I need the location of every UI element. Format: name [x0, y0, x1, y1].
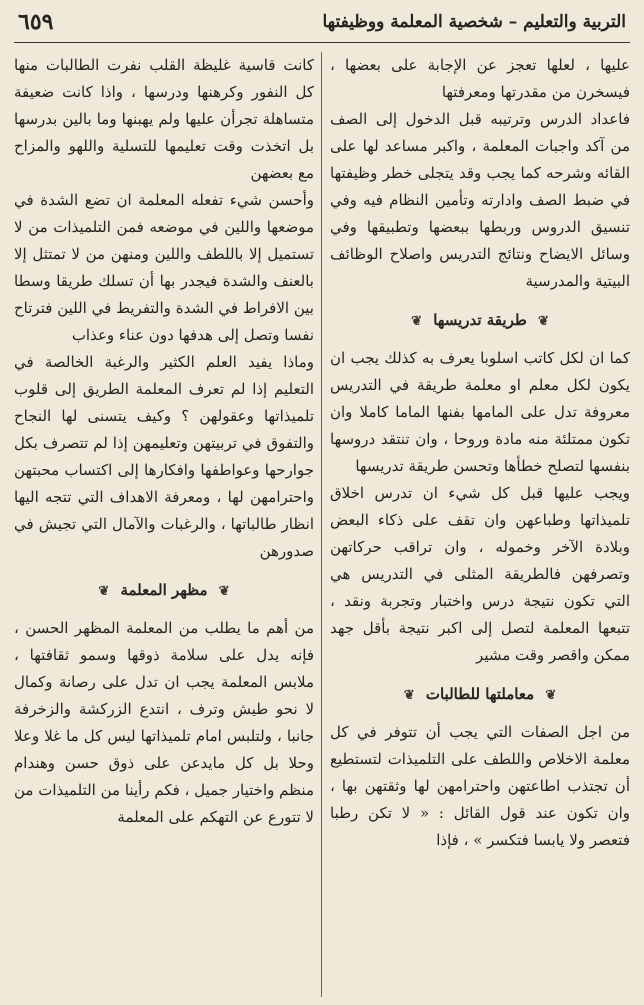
- page-header: [14, 6, 630, 43]
- running-title: التربية والتعليم – شخصية المعلمة ووظيفتها: [322, 12, 626, 32]
- section-heading: [330, 307, 630, 335]
- section-heading-text: معاملتها للطالبات: [425, 685, 535, 703]
- section-heading: [330, 681, 630, 709]
- paragraph: من أهم ما يطلب من المعلمة المظهر الحسن ، فإنه يدل على سلامة ذوقها وسمو ثقافتها ، ملابس المعلمة يجب ان تدل على رصانة وكمال لا نحو طيش وترف ، انتدع الزركشة والزخرفة جانبا ، ولتلبس امام تلميذاتها ليس كل ما غلا وعلا وحلا بل كل مايدعن على ذوق حسن وهندام منظم واختيار جميل ، فكم رأينا من التلميذات من لا تتورع عن التهكم على المعلمة: [14, 619, 314, 826]
- page-number: ٦٥٩: [18, 9, 54, 35]
- ornament-icon: ❦: [218, 584, 230, 599]
- ornament-icon: ❦: [411, 314, 422, 329]
- section-heading: [14, 577, 314, 605]
- paragraph: عليها ، لعلها تعجز عن الإجابة على بعضها ، فيسخرن من مقدرتها ومعرفتها: [330, 56, 630, 101]
- section-heading-text: طريقة تدريسها: [433, 311, 527, 329]
- ornament-icon: ❦: [98, 584, 110, 599]
- ornament-icon: ❦: [538, 314, 549, 329]
- paragraph: وأحسن شيء تفعله المعلمة ان تضع الشدة في موضعها واللين في موضعه فمن التلميذات من لا تستميل إلا باللطف واللين ومنهن من لا تمتثل إلا بالعنف والشدة فيجدر بها أن تسلك طريقا وسطا بين الافراط في الشدة والتفريط في اللين فترتاح نفسا وتصل إلى هدفها دون عناء وعذاب: [14, 191, 314, 344]
- paragraph: كما ان لكل كاتب اسلوبا يعرف به كذلك يجب ان يكون لكل معلم او معلمة طريقة في التدريس معروفة تدل على المامها بفنها الماما كاملا وان تكون ممتلئة منه مادة وروحا ، وان تنتقد دروسها بنفسها لتصلح خطأها وتحسن طريقة تدريسها: [330, 349, 630, 475]
- paragraph: كانت قاسية غليظة القلب نفرت الطالبات منها كل النفور وكرهنها ودرسها ، واذا كانت ضعيفة متساهلة تجرأن عليها ولم يهبنها وما بالين بدرسها بل اتخذت وقت تعليمها للتسلية واللهو والمزاح مع بعضهن: [14, 56, 314, 182]
- paragraph: فاعداد الدرس وترتيبه قبل الدخول إلى الصف من آكد واجبات المعلمة ، واكبر مساعد لها على القائه وشرحه كما يجب وقد يتجلى خطر وظيفتها في ضبط الصف وادارته وتأمين النظام فيه وفي تنسيق الدروس وربطها ببعضها وتطبيقها وفي وسائل الايضاح ونتائج التدريس واصلاح الوظائف البيتية والمدرسية: [330, 110, 630, 290]
- right-column: [330, 52, 630, 854]
- paragraph: ويجب عليها قبل كل شيء ان تدرس اخلاق تلميذاتها وطباعهن وان تقف على ذكاء البعض وبلادة الآخر وخموله ، وان تراقب حركاتهن وتصرفهن فالطريقة المثلى في التدريس هي التي تكون نتيجة درس واختبار وتجربة ونقد ، تتبعها المعلمة لتصل إلى اكبر نتيجة بأقل جهد ممكن واقصر وقت مشير: [330, 484, 630, 664]
- column-divider: [321, 52, 322, 997]
- ornament-icon: ❦: [403, 688, 415, 703]
- paragraph: من اجل الصفات التي يجب أن تتوفر في كل معلمة الاخلاص واللطف على التلميذات لتستطيع أن تجتذب اطاعتهن واحترامهن لها وثقتهن بها ، وان تكون عند قول القائل : « لا تكن رطبا فتعصر ولا يابسا فتكسر » ، فإذا: [330, 723, 630, 849]
- left-column: [14, 52, 314, 831]
- paragraph: وماذا يفيد العلم الكثير والرغبة الخالصة في التعليم إذا لم تعرف المعلمة الطريق إلى قلوب تلميذاتها وعقولهن ؟ وكيف يتسنى لها النجاح والتفوق في تربيتهن وتعليمهن إذا لم تتصرف بكل جوارحها وعواطفها وافكارها إلى اكتساب محبتهن واحترامهن لها ، ومعرفة الاهداف التي تتجه اليها انظار طالباتها ، والرغبات والآمال التي تجيش في صدورهن: [14, 353, 314, 560]
- section-heading-text: مظهر المعلمة: [120, 581, 208, 599]
- ornament-icon: ❦: [545, 688, 557, 703]
